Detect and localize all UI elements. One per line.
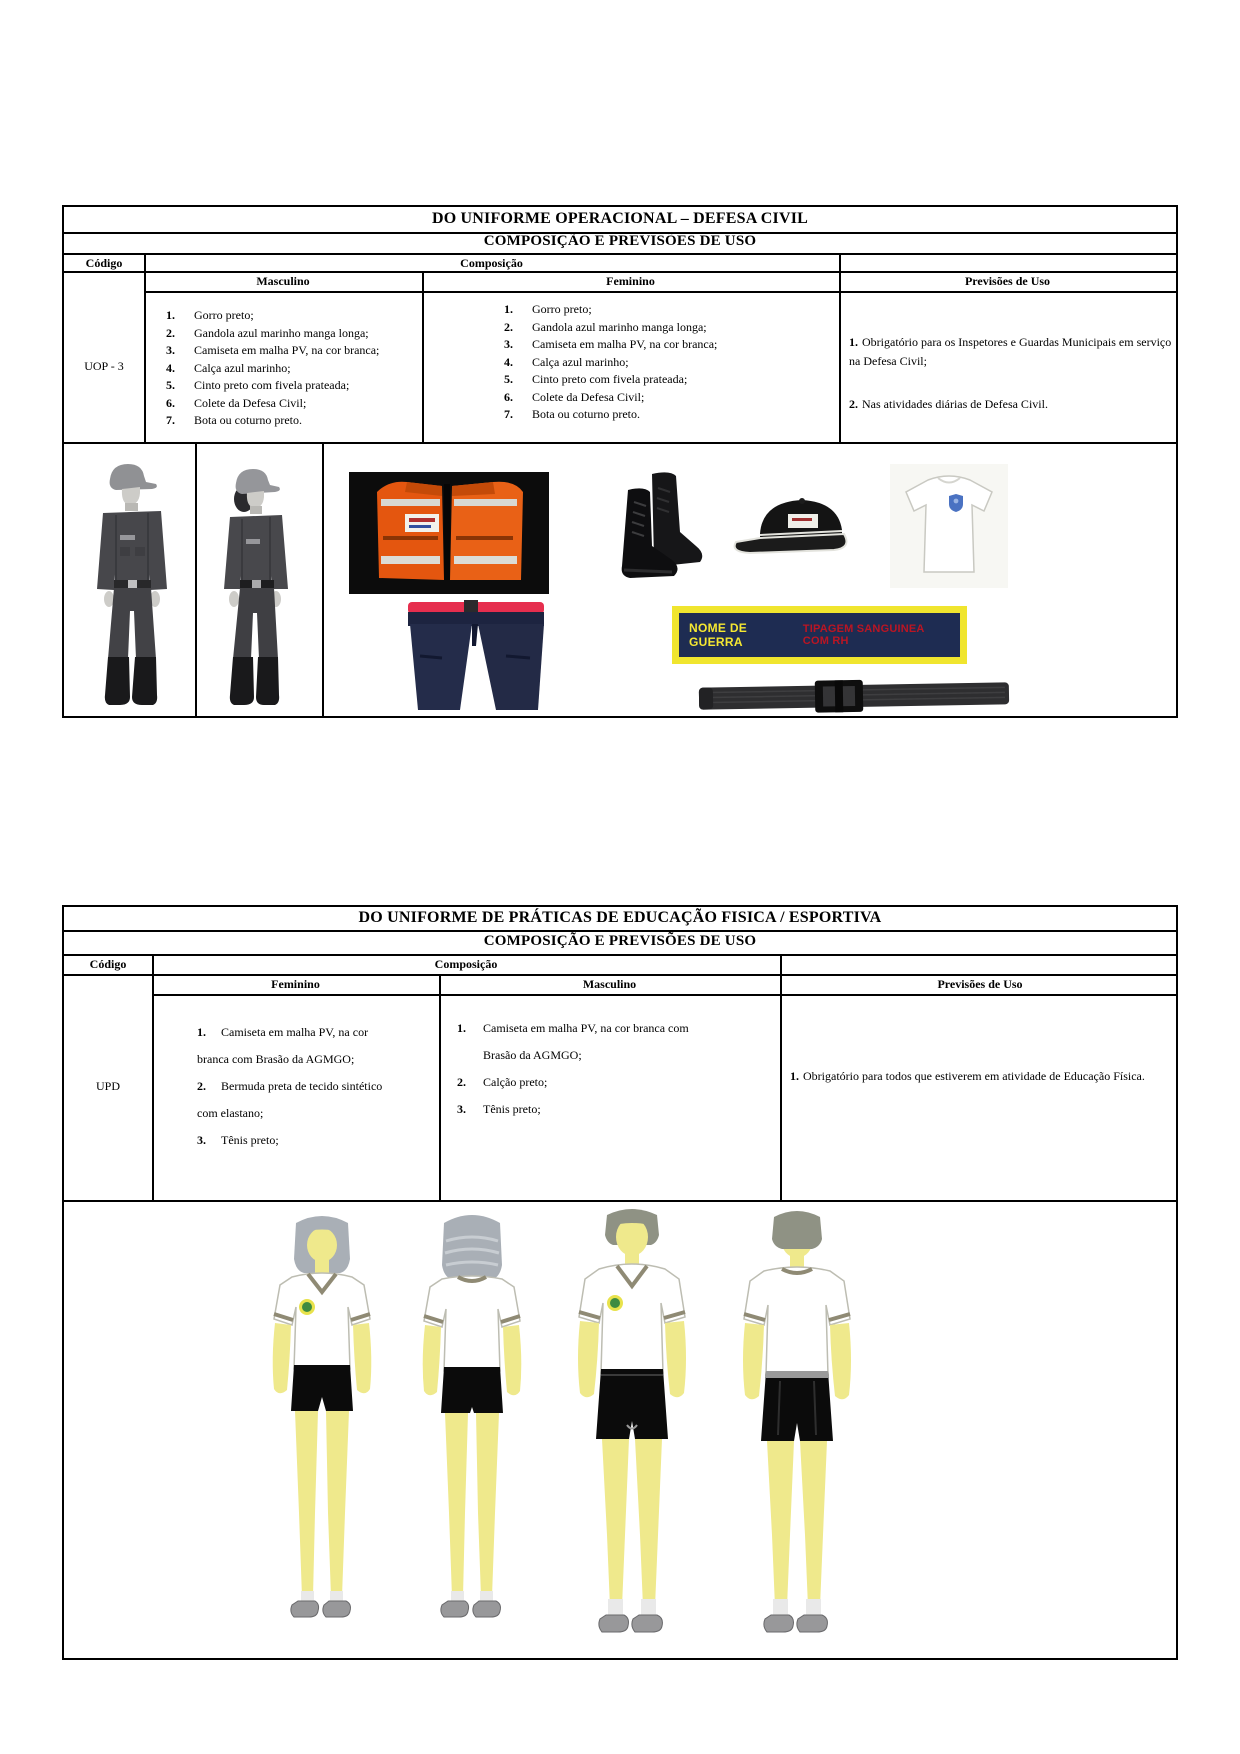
list-item: 3. Camiseta em malha PV, na cor branca; (166, 343, 380, 357)
female-front-sport-figure (262, 1213, 382, 1648)
column-header-feminino: Feminino (271, 977, 320, 991)
column-header-feminino: Feminino (606, 274, 655, 288)
divider (195, 442, 197, 716)
black-boots-photo (600, 468, 715, 599)
divider (152, 994, 1176, 996)
column-header-codigo: Código (89, 957, 127, 971)
list-item: 4. Calça azul marinho; (166, 360, 291, 375)
list-item: 7. Bota ou coturno preto. (504, 407, 640, 421)
list-item: 2. Calção preto; (457, 1075, 548, 1089)
operational-uniform-table (62, 205, 1178, 718)
feminino-items-list (504, 301, 804, 424)
list-item: 1. Gorro preto; (166, 308, 254, 322)
black-cap-photo (726, 490, 874, 569)
list-item: 7. Bota ou coturno preto. (166, 413, 302, 427)
orange-vest-photo (349, 472, 549, 599)
sports-uniform-table (62, 905, 1178, 1660)
female-back-sport-figure (412, 1213, 532, 1648)
white-tshirt-photo (890, 464, 1008, 593)
column-header-composicao: Composição (434, 957, 498, 971)
list-item: 2. Gandola azul marinho manga longa; (166, 325, 369, 340)
list-item: 3. Tênis preto; (457, 1102, 541, 1116)
divider (64, 954, 1176, 956)
list-item: 1. Obrigatório para os Inspetores e Guardas Municipais em serviço na Defesa Civil; (849, 335, 1172, 368)
list-item: 1. Camiseta em malha PV, na cor branca com Brasão da AGMGO; (457, 1021, 689, 1062)
column-header-codigo: Código (85, 256, 123, 270)
black-belt-photo (697, 678, 1012, 719)
list-item: 5. Cinto preto com fivela prateada; (166, 378, 350, 392)
name-tag (672, 606, 967, 664)
divider (64, 974, 1176, 976)
masculino-items-list (457, 1015, 712, 1123)
navy-pants-red-belt-photo (402, 596, 552, 719)
list-item: 4. Calça azul marinho; (504, 354, 629, 369)
divider (439, 974, 441, 1200)
female-operational-uniform-figure (200, 461, 314, 718)
masculino-items-list (166, 307, 431, 430)
column-header-previsoes: Previsões de Uso (937, 977, 1023, 991)
divider (64, 1200, 1176, 1202)
divider (64, 442, 1176, 444)
previsoes-list (849, 333, 1179, 438)
list-item: 6. Colete da Defesa Civil; (166, 395, 307, 410)
list-item: 3. Tênis preto; (197, 1133, 279, 1147)
previsoes-list (790, 1059, 1150, 1094)
list-item: 6. Colete da Defesa Civil; (504, 389, 645, 404)
feminino-items-list (197, 1019, 402, 1154)
divider (144, 291, 1176, 293)
codigo-value: UPD (95, 1079, 120, 1093)
codigo-value: UOP - 3 (84, 359, 124, 373)
list-item: 5. Cinto preto com fivela prateada; (504, 372, 688, 386)
column-header-masculino: Masculino (582, 977, 637, 991)
male-operational-uniform-figure (77, 459, 189, 718)
column-header-masculino: Masculino (256, 274, 310, 288)
list-item: 2. Bermuda preta de tecido sintético com elastano; (197, 1079, 383, 1120)
column-header-previsoes: Previsões de Uso (964, 274, 1051, 288)
list-item: 2. Nas atividades diárias de Defesa Civil. (849, 397, 1048, 411)
list-item: 2. Gandola azul marinho manga longa; (504, 319, 707, 334)
list-item: 1. Camiseta em malha PV, na cor branca com Brasão da AGMGO; (197, 1025, 369, 1066)
table-subtitle: COMPOSIÇÃO E PREVISÕES DE USO (483, 933, 757, 949)
male-back-sport-figure (732, 1205, 862, 1657)
divider (322, 442, 324, 716)
divider (64, 253, 1176, 255)
table-title: DO UNIFORME OPERACIONAL – DEFESA CIVIL (431, 210, 809, 227)
divider (64, 930, 1176, 932)
list-item: 1. Obrigatório para todos que estiverem em atividade de Educação Física. (790, 1069, 1145, 1083)
table-title: DO UNIFORME DE PRÁTICAS DE EDUCAÇÃO FISICA / ESPORTIVA (358, 909, 882, 926)
table-subtitle: COMPOSIÇÃO E PREVISÕES DE USO (483, 233, 757, 249)
male-front-sport-figure (567, 1205, 697, 1657)
column-header-composicao: Composição (460, 256, 523, 270)
name-tag-left-text: NOME DE GUERRA (689, 621, 748, 649)
divider (64, 271, 1176, 273)
name-tag-right-text: TIPAGEM SANGUINEA COM RH (802, 623, 925, 647)
list-item: 1. Gorro preto; (504, 302, 592, 316)
list-item: 3. Camiseta em malha PV, na cor branca; (504, 337, 718, 351)
